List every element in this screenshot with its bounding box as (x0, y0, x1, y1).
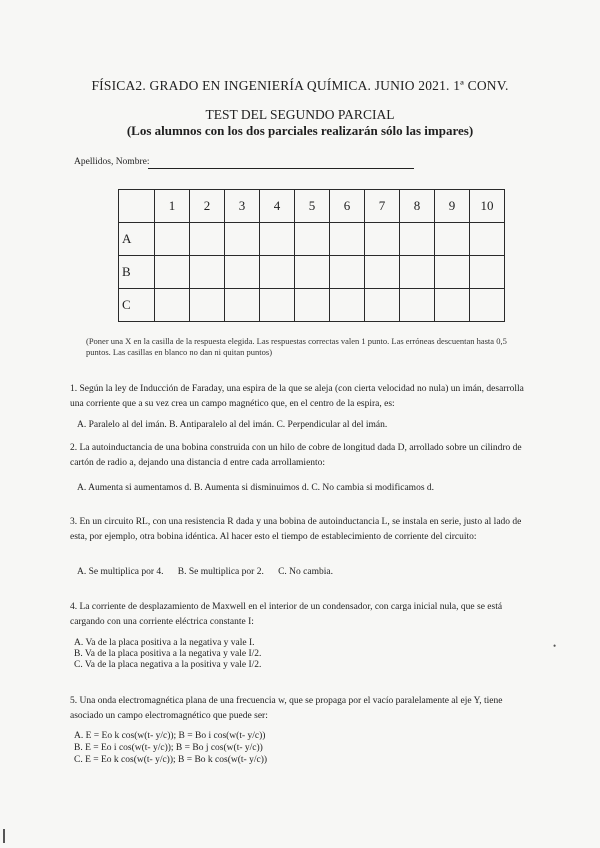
answer-grid (118, 189, 505, 322)
answer-cell[interactable] (365, 256, 400, 289)
answer-cell[interactable] (435, 289, 470, 322)
question-5-option-c: C. E = Eo k cos(w(t- y/c)); B = Bo k cos(w(t- y/c)) (74, 755, 268, 765)
answer-cell[interactable] (365, 289, 400, 322)
answer-cell[interactable] (435, 256, 470, 289)
question-2: 2. La autoinductancia de una bobina construida con un hilo de cobre de longitud dada D, arrollado sobre un cilindro de cartón de radio a, dejando una distancia d entre cada arrollamiento: (70, 443, 522, 468)
grid-col-header: 8 (400, 190, 435, 223)
question-3-options: A. Se multiplica por 4. B. Se multiplica por 2. C. No cambia. (77, 567, 333, 577)
grid-col-header: 2 (190, 190, 225, 223)
question-5-option-a: A. E = Eo k cos(w(t- y/c)); B = Bo i cos(w(t- y/c)) (74, 731, 266, 741)
exam-note: (Los alumnos con los dos parciales realizarán sólo las impares) (126, 123, 474, 138)
exam-subtitle: TEST DEL SEGUNDO PARCIAL (205, 107, 395, 122)
answer-cell[interactable] (225, 289, 260, 322)
name-label: Apellidos, Nombre: (74, 157, 150, 167)
answer-cell[interactable] (155, 289, 190, 322)
answer-cell[interactable] (190, 289, 225, 322)
grid-col-header: 10 (470, 190, 505, 223)
question-3: 3. En un circuito RL, con una resistencia R dada y una bobina de autoinductancia L, se instala en serie, justo al lado de esta, por ejemplo, otra bobina idéntica. Al hacer esto el tiempo de establecimiento de corriente del circuito: (70, 517, 522, 542)
grid-col-header: 4 (260, 190, 295, 223)
answer-cell[interactable] (400, 223, 435, 256)
answer-cell[interactable] (225, 223, 260, 256)
answer-cell[interactable] (400, 289, 435, 322)
answer-cell[interactable] (330, 256, 365, 289)
answer-cell[interactable] (295, 256, 330, 289)
question-5: 5. Una onda electromagnética plana de una frecuencia w, que se propaga por el vacío paralelamente al eje Y, tiene asociado un campo electromagnético que puede ser: (70, 696, 503, 721)
grid-col-header: 5 (295, 190, 330, 223)
name-field-line (148, 168, 414, 169)
question-4-option-c: C. Va de la placa negativa a la positiva y vale I/2. (74, 660, 262, 670)
grading-legend: (Poner una X en la casilla de la respuesta elegida. Las respuestas correctas valen 1 punto. Las erróneas descuentan hasta 0,5 puntos. Las casillas en blanco no dan ni quitan puntos) (86, 336, 507, 357)
answer-cell[interactable] (190, 223, 225, 256)
grid-row-header: B (119, 256, 155, 289)
answer-cell[interactable] (470, 289, 505, 322)
question-1: 1. Según la ley de Inducción de Faraday, una espira de la que se aleja (con cierta velocidad no nula) un imán, desarrolla una corriente que a su vez crea un campo magnético que, en el centro de la espira, es: (70, 384, 524, 409)
answer-cell[interactable] (330, 289, 365, 322)
exam-title: FÍSICA2. GRADO EN INGENIERÍA QUÍMICA. JUNIO 2021. 1ª CONV. (91, 78, 509, 93)
answer-cell[interactable] (225, 256, 260, 289)
answer-cell[interactable] (295, 289, 330, 322)
question-2-options: A. Aumenta si aumentamos d. B. Aumenta si disminuimos d. C. No cambia si modificamos d. (77, 483, 435, 493)
answer-cell[interactable] (470, 223, 505, 256)
answer-cell[interactable] (295, 223, 330, 256)
question-1-options: A. Paralelo al del imán. B. Antiparalelo al del imán. C. Perpendicular al del imán. (77, 420, 388, 430)
grid-row-header: A (119, 223, 155, 256)
answer-cell[interactable] (190, 256, 225, 289)
answer-cell[interactable] (365, 223, 400, 256)
grid-row-header: C (119, 289, 155, 322)
answer-cell[interactable] (155, 256, 190, 289)
answer-cell[interactable] (155, 223, 190, 256)
scan-speck: • (553, 641, 557, 651)
grid-col-header: 3 (225, 190, 260, 223)
grid-col-header: 1 (155, 190, 190, 223)
grid-col-header: 7 (365, 190, 400, 223)
answer-cell[interactable] (260, 289, 295, 322)
answer-cell[interactable] (435, 223, 470, 256)
grid-col-header: 6 (330, 190, 365, 223)
answer-cell[interactable] (330, 223, 365, 256)
scan-edge-mark (3, 829, 5, 843)
question-4-option-b: B. Va de la placa positiva a la negativa y vale I/2. (74, 649, 262, 659)
question-4-option-a: A. Va de la placa positiva a la negativa y vale I. (74, 638, 255, 648)
answer-cell[interactable] (260, 256, 295, 289)
answer-cell[interactable] (470, 256, 505, 289)
answer-cell[interactable] (400, 256, 435, 289)
question-4: 4. La corriente de desplazamiento de Maxwell en el interior de un condensador, con carga inicial nula, que se está cargando con una corriente eléctrica constante I: (70, 602, 503, 627)
grid-col-header: 9 (435, 190, 470, 223)
question-5-option-b: B. E = Eo i cos(w(t- y/c)); B = Bo j cos(w(t- y/c)) (74, 743, 263, 753)
grid-corner-cell (119, 190, 155, 223)
answer-cell[interactable] (260, 223, 295, 256)
